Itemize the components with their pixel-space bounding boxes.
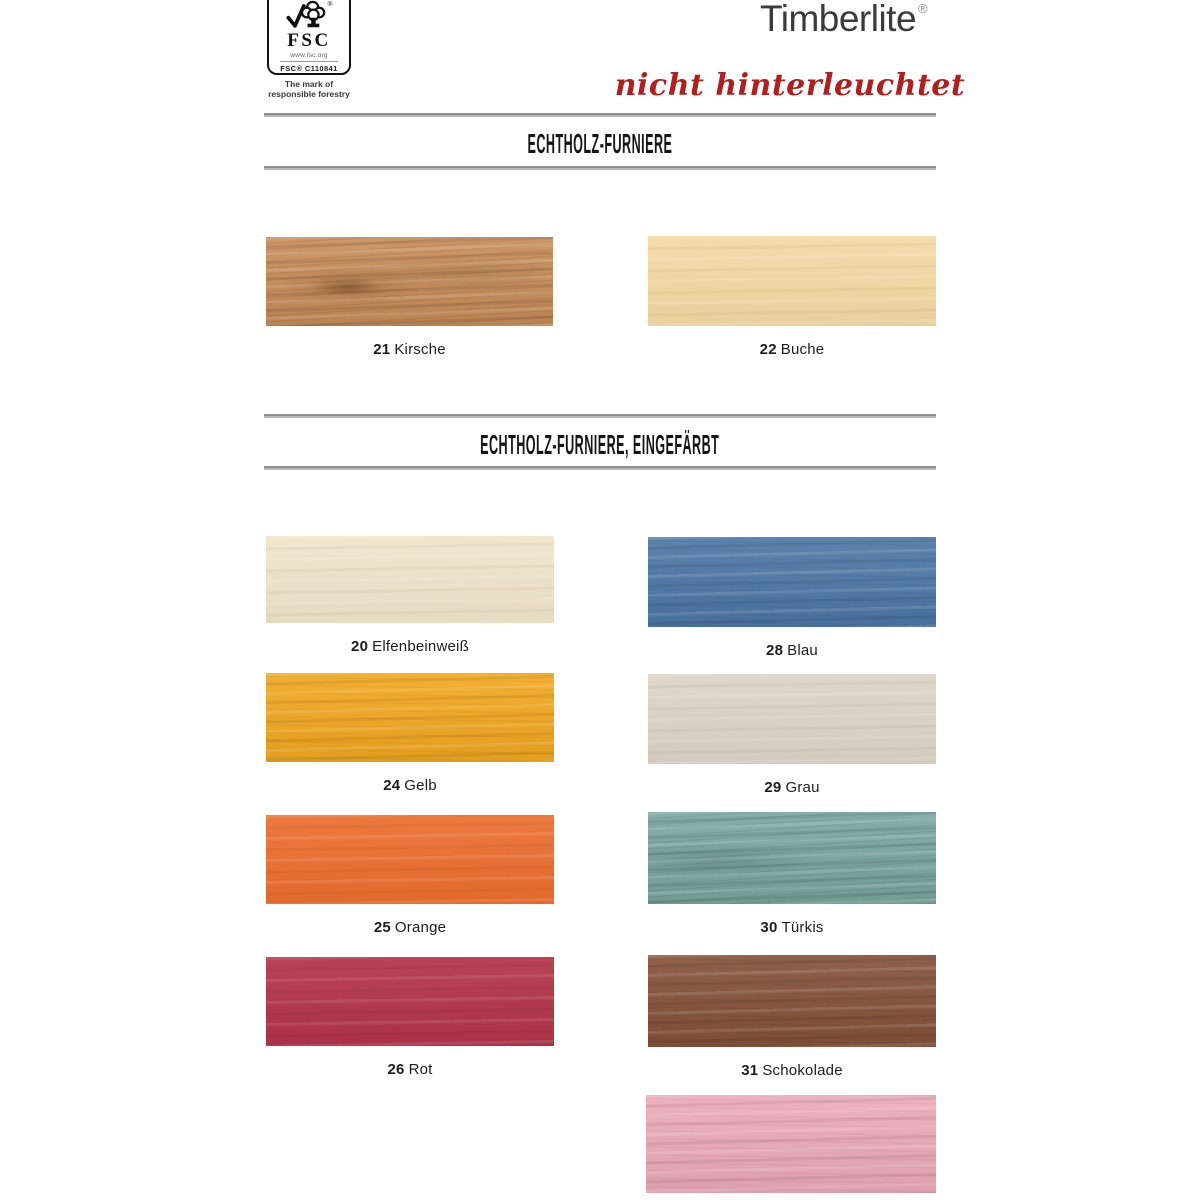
veneer-sample-image bbox=[266, 237, 553, 326]
swatch-label bbox=[266, 1061, 554, 1078]
swatch-code: 20 bbox=[351, 638, 369, 655]
fsc-tree-check-icon bbox=[281, 0, 337, 31]
fsc-divider bbox=[280, 61, 338, 62]
svg-text:®: ® bbox=[327, 0, 333, 8]
swatch-code: 29 bbox=[764, 779, 782, 796]
veneer-sample-image bbox=[266, 815, 554, 904]
swatch-name: Blau bbox=[787, 642, 818, 659]
fsc-tagline-line1: The mark of bbox=[284, 79, 334, 89]
fsc-tagline bbox=[254, 79, 364, 99]
swatch-code: 22 bbox=[759, 341, 777, 358]
veneer-swatch-24-gelb bbox=[266, 673, 554, 794]
swatch-code: 24 bbox=[383, 777, 401, 794]
veneer-sample-image bbox=[266, 957, 554, 1046]
fsc-license-code: FSC® C110841 bbox=[280, 64, 338, 73]
swatch-label bbox=[648, 919, 936, 936]
swatch-code: 26 bbox=[387, 1061, 405, 1078]
veneer-swatch-21-kirsche bbox=[266, 237, 553, 358]
section-2-title: ECHTHOLZ-FURNIERE, EINGEFÄRBT bbox=[480, 429, 720, 460]
swatch-label bbox=[648, 642, 936, 659]
fsc-label bbox=[267, 0, 351, 75]
veneer-swatch-22-buche bbox=[648, 236, 936, 358]
veneer-sample-image bbox=[648, 674, 936, 764]
veneer-swatch-20-elfenbeinweiss bbox=[266, 536, 554, 655]
fsc-tagline-line2: responsible forestry bbox=[268, 89, 350, 100]
veneer-swatch-28-blau bbox=[648, 537, 936, 659]
section-2-divider-top bbox=[264, 414, 936, 418]
brand-name: Timberlite bbox=[760, 0, 917, 39]
veneer-sample-image bbox=[646, 1095, 936, 1193]
veneer-sample-image bbox=[648, 955, 936, 1047]
veneer-swatch-26-rot bbox=[266, 957, 554, 1078]
veneer-sample-image bbox=[648, 537, 936, 627]
section-2-divider-bottom bbox=[264, 466, 936, 470]
section-1-divider-bottom bbox=[264, 166, 936, 170]
veneer-swatch-pink-partial bbox=[646, 1095, 936, 1193]
veneer-sample-image bbox=[648, 236, 936, 326]
veneer-sample-image bbox=[266, 673, 554, 762]
veneer-swatch-25-orange bbox=[266, 815, 554, 936]
swatch-label bbox=[648, 779, 936, 796]
swatch-name: Rot bbox=[408, 1061, 433, 1078]
swatch-name: Elfenbeinweiß bbox=[372, 638, 469, 655]
swatch-name: Buche bbox=[780, 341, 825, 358]
registered-mark-icon: ® bbox=[918, 1, 928, 16]
brand-logo bbox=[760, 0, 927, 37]
swatch-name: Türkis bbox=[781, 919, 824, 936]
swatch-name: Schokolade bbox=[762, 1062, 843, 1079]
fsc-acronym: FSC bbox=[287, 30, 331, 51]
swatch-label bbox=[266, 341, 553, 358]
swatch-label bbox=[266, 777, 554, 794]
swatch-code: 25 bbox=[373, 919, 391, 936]
swatch-label bbox=[266, 638, 554, 655]
swatch-code: 30 bbox=[760, 919, 778, 936]
backlit-notice: nicht hinterleuchtet bbox=[614, 68, 966, 103]
swatch-label bbox=[648, 341, 936, 358]
swatch-code: 21 bbox=[373, 341, 391, 358]
veneer-swatch-29-grau bbox=[648, 674, 936, 796]
swatch-name: Gelb bbox=[404, 777, 437, 794]
section-1-title: ECHTHOLZ-FURNIERE bbox=[527, 128, 673, 159]
veneer-swatch-30-tuerkis bbox=[648, 812, 936, 936]
swatch-code: 31 bbox=[741, 1062, 759, 1079]
veneer-swatch-31-schokolade bbox=[648, 955, 936, 1079]
swatch-name: Kirsche bbox=[394, 341, 446, 358]
veneer-sample-image bbox=[266, 536, 554, 623]
section-1-divider-top bbox=[264, 113, 936, 117]
swatch-label bbox=[266, 919, 554, 936]
swatch-code: 28 bbox=[766, 642, 784, 659]
swatch-name: Grau bbox=[785, 779, 820, 796]
swatch-label bbox=[648, 1062, 936, 1079]
fsc-url: www.fsc.org bbox=[290, 52, 328, 59]
swatch-name: Orange bbox=[394, 919, 447, 936]
veneer-sample-image bbox=[648, 812, 936, 904]
